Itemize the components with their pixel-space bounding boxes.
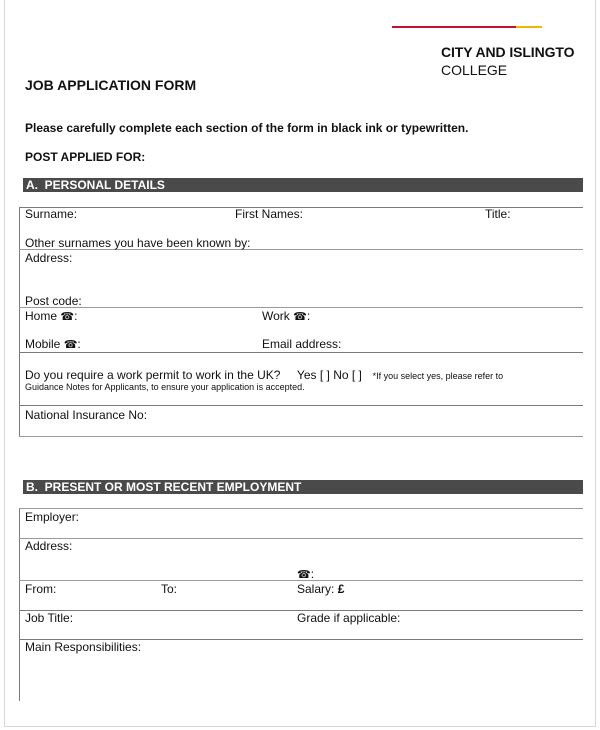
mobile-phone-field[interactable] [25, 337, 81, 351]
table-a-bottom-border [19, 436, 583, 437]
salary-label: Salary: [297, 582, 335, 596]
college-name: CITY AND ISLINGTO [441, 44, 575, 60]
work-permit-note-continued: Guidance Notes for Applicants, to ensure your application is accepted. [25, 382, 305, 392]
colon: : [306, 309, 311, 323]
work-permit-row [25, 368, 503, 382]
from-date-field[interactable]: From: [25, 582, 57, 596]
logo-line-red [392, 26, 516, 28]
work-permit-question: Do you require a work permit to work in the UK? [25, 368, 281, 382]
row-divider [19, 352, 583, 353]
work-permit-no-checkbox[interactable]: No [ ] [333, 368, 362, 382]
currency-symbol: £ [337, 582, 345, 596]
first-names-field[interactable]: First Names: [235, 207, 304, 221]
to-date-field[interactable]: To: [161, 582, 178, 596]
logo-line-yellow [516, 26, 542, 28]
work-permit-note: *If you select yes, please refer to [372, 371, 504, 381]
form-title: JOB APPLICATION FORM [25, 77, 197, 93]
table-a-left-border [19, 207, 20, 437]
section-a-heading: A. PERSONAL DETAILS [23, 178, 583, 192]
mobile-phone-label: Mobile [25, 337, 61, 351]
employer-field[interactable]: Employer: [25, 510, 80, 524]
row-divider [19, 538, 583, 539]
address-field[interactable]: Address: [25, 251, 73, 265]
work-permit-yes-checkbox[interactable]: Yes [ ] [296, 368, 330, 382]
main-responsibilities-field[interactable]: Main Responsibilities: [25, 640, 142, 654]
national-insurance-field[interactable]: National Insurance No: [25, 408, 148, 422]
colon: : [74, 309, 78, 323]
email-field[interactable]: Email address: [262, 337, 342, 351]
colon: : [310, 567, 315, 581]
other-surnames-field[interactable]: Other surnames you have been known by: [25, 236, 251, 250]
college-subtitle: COLLEGE [441, 62, 508, 78]
row-divider [19, 307, 583, 308]
work-phone-field[interactable] [262, 309, 310, 323]
home-phone-label: Home [25, 309, 58, 323]
phone-icon: ☎ [293, 311, 307, 323]
employer-phone-field[interactable] [297, 567, 314, 581]
form-instructions: Please carefully complete each section of the form in black ink or typewritten. [25, 121, 469, 135]
row-divider [19, 405, 583, 406]
section-b-heading: B. PRESENT OR MOST RECENT EMPLOYMENT [23, 480, 583, 494]
home-phone-field[interactable] [25, 309, 77, 323]
title-field[interactable]: Title: [485, 207, 511, 221]
phone-icon: ☎ [297, 569, 311, 581]
phone-icon: ☎ [63, 339, 78, 351]
post-applied-for-field[interactable]: POST APPLIED FOR: [25, 150, 146, 164]
surname-field[interactable]: Surname: [25, 207, 78, 221]
work-phone-label: Work [262, 309, 290, 323]
salary-field[interactable] [297, 582, 344, 596]
post-code-field[interactable]: Post code: [25, 294, 82, 308]
table-b-top-border [19, 508, 583, 509]
phone-icon: ☎ [60, 311, 75, 323]
employer-address-field[interactable]: Address: [25, 539, 73, 553]
colon: : [77, 337, 81, 351]
table-b-left-border [19, 508, 20, 701]
grade-field[interactable]: Grade if applicable: [297, 611, 401, 625]
job-title-field[interactable]: Job Title: [25, 611, 74, 625]
college-logo-line [392, 26, 542, 28]
